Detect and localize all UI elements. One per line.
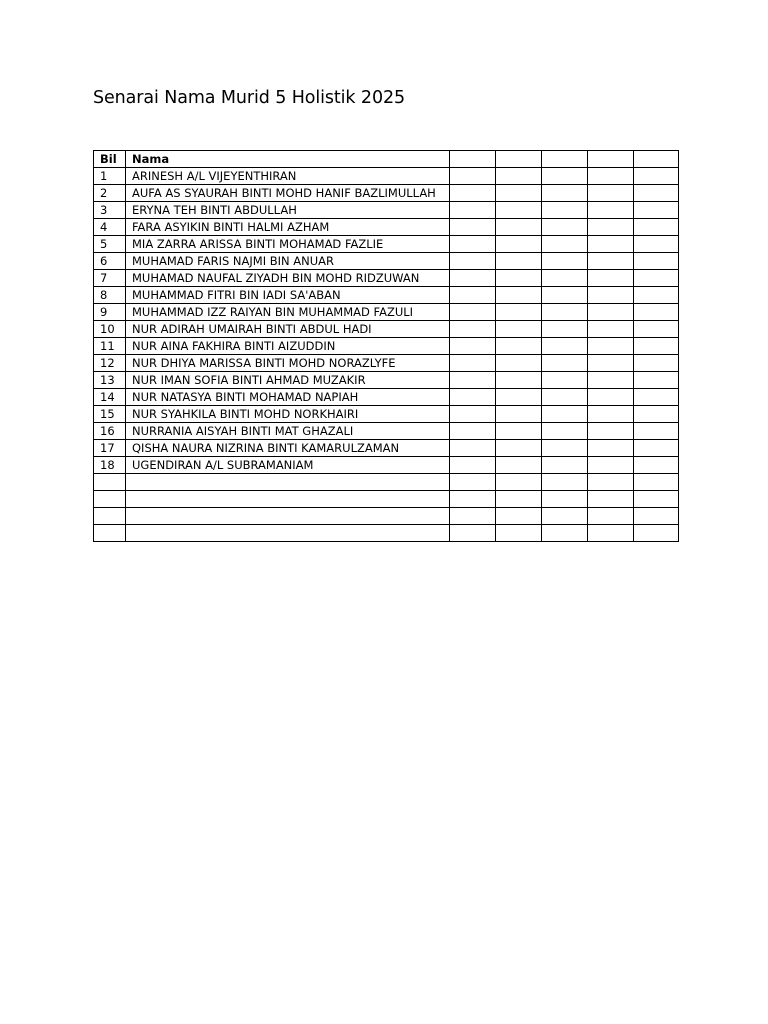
blank-cell — [634, 321, 679, 338]
blank-cell — [450, 508, 496, 525]
table-row — [94, 253, 679, 270]
cell-bil: 14 — [94, 389, 126, 406]
blank-cell — [450, 457, 496, 474]
blank-cell — [588, 168, 634, 185]
blank-cell — [588, 338, 634, 355]
blank-cell — [634, 508, 679, 525]
blank-cell — [588, 355, 634, 372]
blank-cell — [450, 253, 496, 270]
blank-cell — [634, 389, 679, 406]
blank-cell — [634, 491, 679, 508]
table-row — [94, 372, 679, 389]
cell-bil: 4 — [94, 219, 126, 236]
table-row — [94, 525, 679, 542]
blank-cell — [542, 236, 588, 253]
cell-nama: MUHAMAD FARIS NAJMI BIN ANUAR — [126, 253, 450, 270]
blank-cell — [542, 474, 588, 491]
header-bil: Bil — [94, 151, 126, 168]
blank-cell — [450, 389, 496, 406]
table-row — [94, 338, 679, 355]
blank-cell — [496, 270, 542, 287]
blank-cell — [634, 457, 679, 474]
header-blank-cell — [542, 151, 588, 168]
cell-nama: NUR AINA FAKHIRA BINTI AIZUDDIN — [126, 338, 450, 355]
blank-cell — [450, 321, 496, 338]
cell-bil: 17 — [94, 440, 126, 457]
student-list-table — [93, 150, 679, 542]
blank-cell — [634, 338, 679, 355]
cell-nama: NUR IMAN SOFIA BINTI AHMAD MUZAKIR — [126, 372, 450, 389]
blank-cell — [450, 491, 496, 508]
cell-nama — [126, 474, 450, 491]
blank-cell — [496, 440, 542, 457]
blank-cell — [542, 321, 588, 338]
cell-bil: 9 — [94, 304, 126, 321]
blank-cell — [496, 185, 542, 202]
blank-cell — [588, 474, 634, 491]
table-row — [94, 185, 679, 202]
table-row — [94, 236, 679, 253]
blank-cell — [496, 372, 542, 389]
table-header-row — [94, 151, 679, 168]
blank-cell — [496, 355, 542, 372]
blank-cell — [450, 423, 496, 440]
blank-cell — [634, 355, 679, 372]
blank-cell — [450, 219, 496, 236]
blank-cell — [450, 474, 496, 491]
table-row — [94, 440, 679, 457]
cell-bil: 3 — [94, 202, 126, 219]
blank-cell — [450, 372, 496, 389]
blank-cell — [588, 406, 634, 423]
cell-bil: 13 — [94, 372, 126, 389]
blank-cell — [450, 202, 496, 219]
blank-cell — [588, 423, 634, 440]
blank-cell — [496, 406, 542, 423]
blank-cell — [496, 457, 542, 474]
cell-nama — [126, 508, 450, 525]
blank-cell — [588, 219, 634, 236]
blank-cell — [588, 304, 634, 321]
blank-cell — [542, 202, 588, 219]
cell-bil — [94, 474, 126, 491]
cell-bil: 6 — [94, 253, 126, 270]
blank-cell — [542, 525, 588, 542]
cell-bil: 5 — [94, 236, 126, 253]
cell-bil: 10 — [94, 321, 126, 338]
blank-cell — [450, 304, 496, 321]
blank-cell — [496, 202, 542, 219]
blank-cell — [588, 270, 634, 287]
cell-bil: 2 — [94, 185, 126, 202]
blank-cell — [496, 287, 542, 304]
table-body — [94, 168, 679, 542]
blank-cell — [450, 440, 496, 457]
cell-bil: 15 — [94, 406, 126, 423]
cell-nama: NUR NATASYA BINTI MOHAMAD NAPIAH — [126, 389, 450, 406]
blank-cell — [588, 440, 634, 457]
blank-cell — [450, 406, 496, 423]
table-row — [94, 474, 679, 491]
blank-cell — [496, 525, 542, 542]
cell-bil: 12 — [94, 355, 126, 372]
cell-bil: 8 — [94, 287, 126, 304]
blank-cell — [542, 185, 588, 202]
blank-cell — [450, 185, 496, 202]
blank-cell — [542, 270, 588, 287]
cell-nama: FARA ASYIKIN BINTI HALMI AZHAM — [126, 219, 450, 236]
blank-cell — [450, 338, 496, 355]
cell-nama: MUHAMMAD FITRI BIN IADI SA'ABAN — [126, 287, 450, 304]
blank-cell — [542, 287, 588, 304]
blank-cell — [542, 338, 588, 355]
cell-bil: 1 — [94, 168, 126, 185]
blank-cell — [450, 236, 496, 253]
table-row — [94, 423, 679, 440]
blank-cell — [450, 355, 496, 372]
header-blank-cell — [634, 151, 679, 168]
cell-bil: 11 — [94, 338, 126, 355]
blank-cell — [588, 372, 634, 389]
blank-cell — [542, 491, 588, 508]
blank-cell — [450, 270, 496, 287]
blank-cell — [588, 236, 634, 253]
table-row — [94, 202, 679, 219]
blank-cell — [634, 440, 679, 457]
blank-cell — [634, 287, 679, 304]
blank-cell — [450, 525, 496, 542]
header-blank-cell — [496, 151, 542, 168]
blank-cell — [588, 287, 634, 304]
blank-cell — [634, 474, 679, 491]
blank-cell — [588, 253, 634, 270]
blank-cell — [450, 168, 496, 185]
cell-bil — [94, 491, 126, 508]
blank-cell — [588, 389, 634, 406]
header-blank-cell — [588, 151, 634, 168]
blank-cell — [634, 423, 679, 440]
cell-nama — [126, 491, 450, 508]
cell-bil: 7 — [94, 270, 126, 287]
blank-cell — [634, 270, 679, 287]
blank-cell — [542, 372, 588, 389]
table-row — [94, 457, 679, 474]
cell-nama — [126, 525, 450, 542]
blank-cell — [634, 304, 679, 321]
blank-cell — [496, 491, 542, 508]
table-row — [94, 321, 679, 338]
blank-cell — [588, 321, 634, 338]
document-title: Senarai Nama Murid 5 Holistik 2025 — [93, 88, 406, 108]
header-blank-cell — [450, 151, 496, 168]
blank-cell — [496, 168, 542, 185]
blank-cell — [588, 525, 634, 542]
cell-bil — [94, 508, 126, 525]
cell-nama: QISHA NAURA NIZRINA BINTI KAMARULZAMAN — [126, 440, 450, 457]
blank-cell — [542, 219, 588, 236]
header-nama: Nama — [126, 151, 450, 168]
table-row — [94, 270, 679, 287]
blank-cell — [542, 508, 588, 525]
table-row — [94, 406, 679, 423]
cell-nama: MUHAMAD NAUFAL ZIYADH BIN MOHD RIDZUWAN — [126, 270, 450, 287]
blank-cell — [496, 389, 542, 406]
blank-cell — [588, 508, 634, 525]
blank-cell — [634, 219, 679, 236]
cell-nama: NUR DHIYA MARISSA BINTI MOHD NORAZLYFE — [126, 355, 450, 372]
blank-cell — [542, 457, 588, 474]
blank-cell — [542, 355, 588, 372]
cell-nama: NURRANIA AISYAH BINTI MAT GHAZALI — [126, 423, 450, 440]
blank-cell — [542, 304, 588, 321]
blank-cell — [634, 525, 679, 542]
blank-cell — [496, 304, 542, 321]
blank-cell — [450, 287, 496, 304]
cell-bil — [94, 525, 126, 542]
blank-cell — [634, 253, 679, 270]
table-row — [94, 304, 679, 321]
cell-bil: 16 — [94, 423, 126, 440]
blank-cell — [634, 406, 679, 423]
blank-cell — [542, 423, 588, 440]
blank-cell — [588, 457, 634, 474]
blank-cell — [496, 253, 542, 270]
blank-cell — [496, 219, 542, 236]
blank-cell — [542, 440, 588, 457]
blank-cell — [496, 321, 542, 338]
blank-cell — [496, 338, 542, 355]
blank-cell — [634, 236, 679, 253]
table-row — [94, 508, 679, 525]
table-row — [94, 168, 679, 185]
blank-cell — [496, 508, 542, 525]
table-row — [94, 491, 679, 508]
blank-cell — [634, 372, 679, 389]
cell-nama: NUR ADIRAH UMAIRAH BINTI ABDUL HADI — [126, 321, 450, 338]
blank-cell — [542, 253, 588, 270]
cell-nama: UGENDIRAN A/L SUBRAMANIAM — [126, 457, 450, 474]
blank-cell — [542, 168, 588, 185]
cell-nama: NUR SYAHKILA BINTI MOHD NORKHAIRI — [126, 406, 450, 423]
blank-cell — [588, 491, 634, 508]
table-row — [94, 287, 679, 304]
cell-nama: ARINESH A/L VIJEYENTHIRAN — [126, 168, 450, 185]
cell-bil: 18 — [94, 457, 126, 474]
table-row — [94, 219, 679, 236]
blank-cell — [542, 389, 588, 406]
cell-nama: MUHAMMAD IZZ RAIYAN BIN MUHAMMAD FAZULI — [126, 304, 450, 321]
blank-cell — [634, 202, 679, 219]
blank-cell — [634, 168, 679, 185]
cell-nama: AUFA AS SYAURAH BINTI MOHD HANIF BAZLIMULLAH — [126, 185, 450, 202]
table-row — [94, 355, 679, 372]
cell-nama: MIA ZARRA ARISSA BINTI MOHAMAD FAZLIE — [126, 236, 450, 253]
blank-cell — [496, 474, 542, 491]
blank-cell — [496, 236, 542, 253]
cell-nama: ERYNA TEH BINTI ABDULLAH — [126, 202, 450, 219]
blank-cell — [634, 185, 679, 202]
blank-cell — [496, 423, 542, 440]
table-row — [94, 389, 679, 406]
blank-cell — [588, 185, 634, 202]
blank-cell — [542, 406, 588, 423]
blank-cell — [588, 202, 634, 219]
